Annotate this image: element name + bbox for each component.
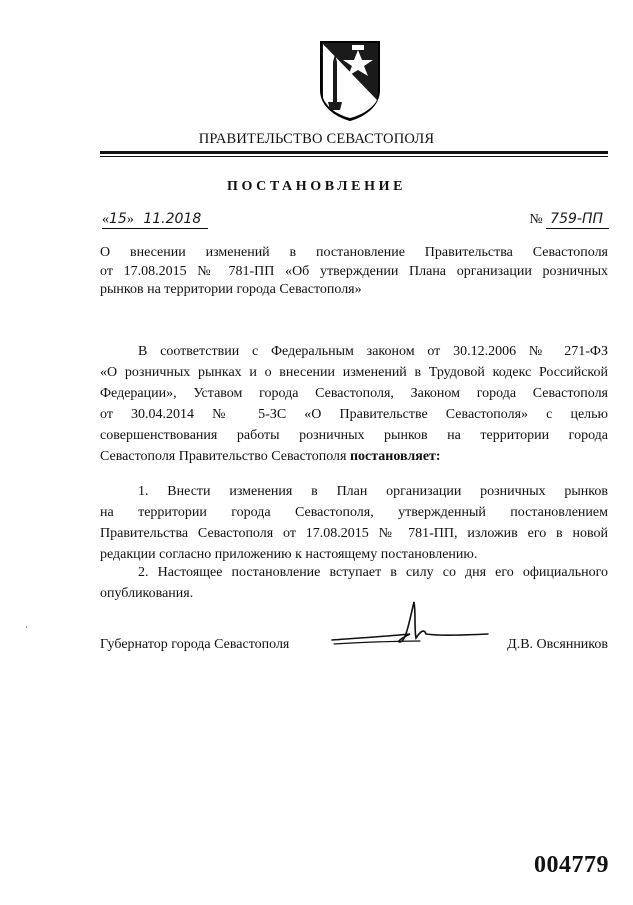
subject-line: от 17.08.2015 № 781-ПП «Об утверждении Плана организации розничных bbox=[100, 263, 608, 279]
signatory-position: Губернатор города Севастополя bbox=[100, 637, 290, 652]
preamble-paragraph bbox=[100, 341, 608, 467]
header-rule-thick bbox=[100, 151, 608, 154]
document-date bbox=[102, 211, 208, 229]
date-quote-open: « bbox=[102, 212, 109, 227]
document-subject bbox=[100, 244, 608, 300]
government-title: ПРАВИТЕЛЬСТВО СЕВАСТОПОЛЯ bbox=[198, 131, 435, 147]
header-rule-thin bbox=[100, 156, 608, 157]
serial-number: 004779 bbox=[534, 852, 609, 878]
date-day: 15 bbox=[109, 211, 127, 227]
subject-line: О внесении изменений в постановление Правительства Севастополя bbox=[100, 245, 608, 260]
item-1-line: Правительства Севастополя от 17.08.2015 № 781-ПП, изложив его в новой bbox=[100, 526, 608, 541]
document-number bbox=[529, 211, 609, 229]
preamble-last-line bbox=[100, 446, 608, 467]
item-2-line: опубликования. bbox=[100, 586, 194, 601]
preamble-line: «О розничных рынках и о внесении изменений в Трудовой кодекс Российской bbox=[100, 365, 608, 380]
preamble-line: Федерации», Уставом города Севастополя, Законом города Севастополя bbox=[100, 386, 608, 401]
preamble-line: В соответствии с Федеральным законом от 30.12.2006 № 271-ФЗ bbox=[138, 344, 608, 359]
number-value: 759-ПП bbox=[550, 211, 603, 227]
preamble-line: от 30.04.2014 № 5-ЗС «О Правительстве Севастополя» с целью bbox=[100, 407, 608, 422]
number-prefix: № bbox=[529, 212, 543, 227]
handwritten-signature-icon bbox=[330, 598, 490, 658]
preamble-line: совершенствования работы розничных рынков на территории города bbox=[100, 428, 608, 443]
item-1-line: на территории города Севастополя, утвержденный постановлением bbox=[100, 505, 608, 520]
margin-mark bbox=[26, 626, 27, 628]
document-type: ПОСТАНОВЛЕНИЕ bbox=[226, 179, 407, 194]
coat-of-arms-icon bbox=[318, 40, 382, 122]
signatory-name: Д.В. Овсянников bbox=[507, 637, 608, 652]
item-2-line: 2. Настоящее постановление вступает в силу со дня его официального bbox=[138, 565, 608, 580]
item-1-line: 1. Внести изменения в План организации розничных рынков bbox=[138, 484, 608, 499]
subject-line: рынков на территории города Севастополя» bbox=[100, 282, 362, 297]
item-1-line: редакции согласно приложению к настоящему постановлению. bbox=[100, 547, 478, 562]
preamble-last-text: Севастополя Правительство Севастополя bbox=[100, 449, 350, 464]
item-1-paragraph bbox=[100, 481, 608, 565]
resolves-keyword: постановляет: bbox=[349, 449, 441, 464]
date-quote-close: » bbox=[126, 212, 134, 227]
date-month-year: 11.2018 bbox=[143, 211, 202, 227]
